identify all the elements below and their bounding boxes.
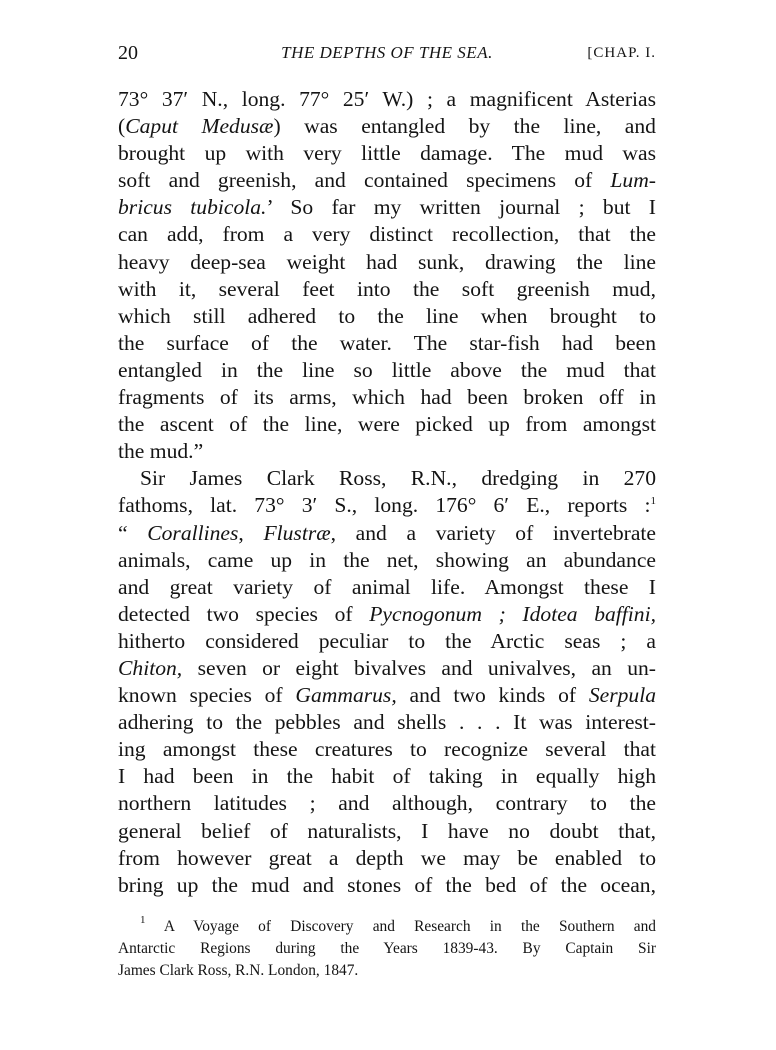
- text-line: with it, several feet into the soft greenish mud,: [118, 276, 656, 301]
- text-line: ing amongst these creatures to recognize several that: [118, 737, 656, 762]
- paragraph-quote-continuation: [118, 86, 656, 465]
- species-name: Pycnogonum ; Idotea baffini,: [369, 601, 657, 626]
- text-line: the mud.”: [118, 439, 204, 464]
- text-span: A Voyage of Discovery and Research in the Southern and: [145, 917, 656, 935]
- footnotes: [118, 913, 656, 982]
- text-span: , and a variety of invertebrate: [330, 520, 657, 545]
- text-line: the ascent of the line, were picked up from amongst: [118, 412, 656, 437]
- text-line: which still adhered to the line when brought to: [118, 303, 656, 328]
- species-name: Flustræ: [263, 520, 331, 545]
- text-span: and two kinds of: [396, 683, 589, 708]
- text-span: detected two species of: [118, 601, 370, 626]
- species-name: Lum-: [610, 168, 656, 193]
- chapter-mark: [CHAP. I.: [587, 45, 656, 61]
- running-head: [118, 38, 656, 68]
- text-line: general belief of naturalists, I have no doubt that,: [118, 818, 656, 843]
- text-line: from however great a depth we may be enabled to: [118, 845, 656, 870]
- text-line: hitherto considered peculiar to the Arctic seas ; a: [118, 628, 656, 653]
- text-line: Sir James Clark Ross, R.N., dredging in 270: [140, 466, 656, 491]
- text-line: 73° 37′ N., long. 77° 25′ W.) ; a magnificent Asterias: [118, 87, 656, 111]
- species-name: Serpula: [588, 683, 656, 708]
- text-line: entangled in the line so little above the mud that: [118, 357, 656, 382]
- page-number: 20: [118, 42, 138, 64]
- species-name: Corallines: [147, 520, 239, 545]
- running-title: THE DEPTHS OF THE SEA.: [281, 43, 493, 62]
- text-span: known species of: [118, 683, 296, 708]
- text-line: [118, 492, 656, 519]
- text-span: seven or eight bivalves and univalves, an un-: [182, 655, 656, 680]
- body-text: [118, 86, 656, 899]
- text-line: bring up the mud and stones of the bed of the ocean,: [118, 872, 656, 897]
- text-line: northern latitudes ; and although, contrary to the: [118, 791, 656, 816]
- text-span: ) was entangled by the line, and: [273, 114, 656, 139]
- text-span: soft and greenish, and contained specimens of: [118, 168, 611, 193]
- species-name: bricus tubicola.: [118, 195, 267, 220]
- text-line: can add, from a very distinct recollection, that the: [118, 222, 656, 247]
- species-name: Chiton,: [118, 655, 183, 680]
- footnote-line: Antarctic Regions during the Years 1839-43. By Captain Sir: [118, 939, 656, 957]
- text-line: [118, 601, 656, 628]
- text-line: brought up with very little damage. The mud was: [118, 141, 656, 166]
- text-line: animals, came up in the net, showing an abundance: [118, 547, 656, 572]
- text-span: ’ So far my written journal ; but I: [266, 195, 656, 220]
- text-line: and great variety of animal life. Amongst these I: [118, 574, 656, 599]
- footnote-marker: 1: [140, 913, 146, 926]
- text-line: [118, 655, 656, 682]
- species-name: Caput Medusæ: [125, 114, 274, 139]
- text-span: “: [118, 520, 148, 545]
- text-span: (: [118, 114, 126, 139]
- book-page: [118, 38, 656, 982]
- footnote-reference: 1: [650, 495, 656, 508]
- text-line: [118, 113, 656, 140]
- text-line: [118, 167, 656, 194]
- footnote-line: James Clark Ross, R.N. London, 1847.: [118, 961, 359, 979]
- paragraph-ross: [118, 465, 656, 899]
- text-line: fragments of its arms, which had been broken off in: [118, 385, 656, 410]
- text-line: adhering to the pebbles and shells . . . It was interest-: [118, 710, 656, 735]
- species-name: Gammarus,: [295, 683, 397, 708]
- text-line: [118, 520, 656, 547]
- text-line: heavy deep-sea weight had sunk, drawing the line: [118, 249, 656, 274]
- text-span: ,: [238, 520, 264, 545]
- text-span: fathoms, lat. 73° 3′ S., long. 176° 6′ E., reports :: [118, 493, 651, 518]
- footnote-line: [118, 913, 656, 938]
- text-line: I had been in the habit of taking in equally high: [118, 764, 656, 789]
- text-line: the surface of the water. The star-fish had been: [118, 330, 656, 355]
- text-line: [118, 194, 656, 221]
- text-line: [118, 682, 656, 709]
